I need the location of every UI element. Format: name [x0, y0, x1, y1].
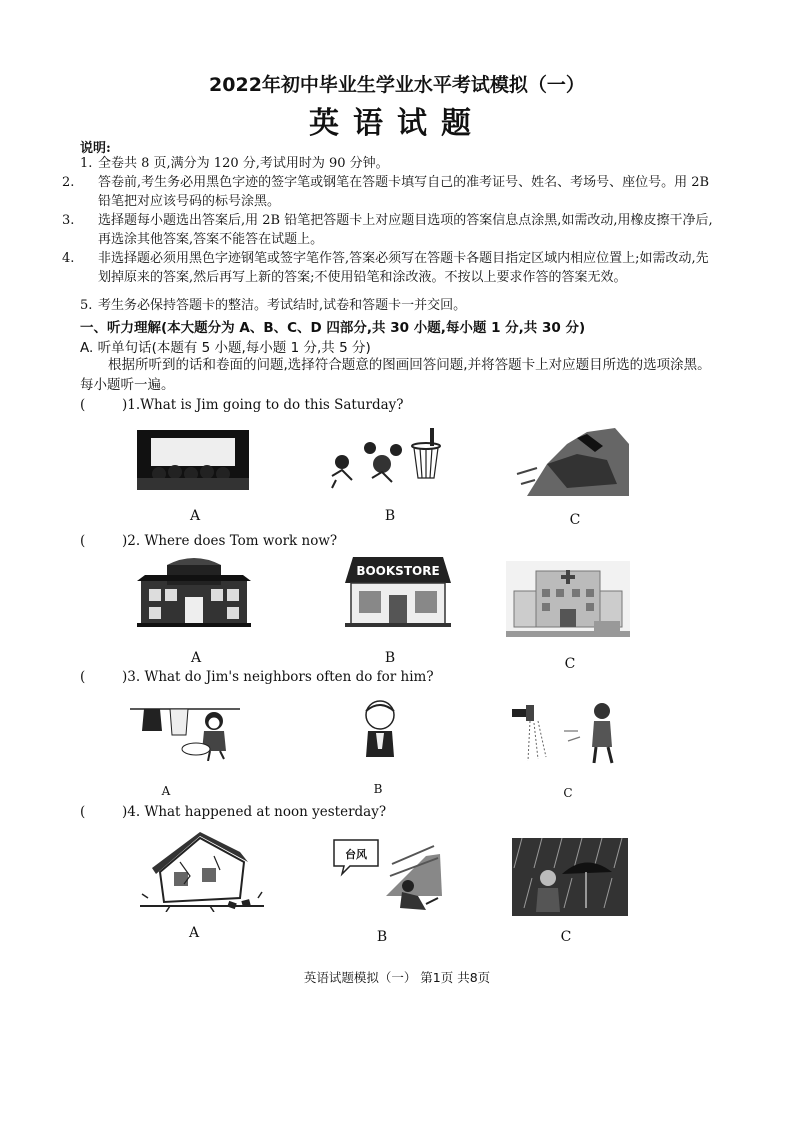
option-label: A — [188, 925, 200, 941]
cinema-image[interactable] — [137, 430, 249, 490]
notes-heading: 说明: — [80, 141, 111, 156]
question-2: ( )2. Where does Tom work now? — [80, 533, 338, 549]
option-label: B — [376, 929, 388, 945]
part-a-title: A. 听单句话(本题有 5 小题,每小题 1 分,共 5 分) — [80, 340, 371, 356]
watering-plants-image[interactable] — [508, 701, 624, 767]
rainstorm-image[interactable] — [512, 838, 628, 916]
option-label: C — [563, 786, 573, 800]
option-label: A — [190, 650, 202, 666]
option-label: B — [373, 782, 383, 796]
note-item: 5. 考生务必保持答题卡的整洁。考试结时,试卷和答题卡一并交回。 — [80, 298, 467, 313]
option-label: C — [560, 929, 572, 945]
subject-title: 英语试题 — [309, 106, 485, 141]
note-item: 1. 全卷共 8 页,满分为 120 分,考试用时为 90 分钟。 — [80, 156, 389, 171]
bookstore-image[interactable] — [345, 557, 451, 627]
hospital-image[interactable] — [506, 561, 630, 637]
climbing-image[interactable] — [507, 424, 629, 496]
option-label: B — [384, 508, 396, 524]
section-title: 一、听力理解(本大题分为 A、B、C、D 四部分,共 30 小题,每小题 1 分,共 30 分) — [80, 320, 586, 336]
basketball-image[interactable] — [322, 428, 444, 492]
question-1: ( )1.What is Jim going to do this Saturday? — [80, 397, 404, 413]
question-4: ( )4. What happened at noon yesterday? — [80, 804, 387, 820]
note-item: 2. 答卷前,考生务必用黑色字迹的签字笔或钢笔在答题卡填写自己的准考证号、姓名、考场号、座位号。用 2B 铅笔把对应该号码的标号涂黑。 — [62, 175, 710, 209]
page-footer: 英语试题模拟（一） 第1页 共8页 — [303, 970, 491, 985]
typhoon-image[interactable] — [330, 836, 448, 914]
washing-clothes-image[interactable] — [130, 701, 240, 761]
instruction: 根据所听到的话和卷面的问题,选择符合题意的图画回答问题,并将答题卡上对应题目所选的选项涂黑。每小题听一遍。 — [80, 357, 711, 393]
haircut-image[interactable] — [354, 697, 410, 763]
school-building-image[interactable] — [137, 557, 251, 627]
option-label: C — [569, 512, 581, 528]
typhoon-sign-text: 台风 — [345, 848, 367, 861]
option-label: B — [384, 650, 396, 666]
option-label: A — [161, 784, 171, 798]
note-item: 4. 非选择题必须用黑色字迹钢笔或签字笔作答,答案必须写在答题卡各题目指定区域内相应位置上;如需改动,先划掉原来的答案,然后再写上新的答案;不使用铅笔和涂改液。不按以上要求作答的答案无效。 — [62, 251, 709, 285]
earthquake-image[interactable] — [140, 832, 264, 912]
bookstore-sign-text: BOOKSTORE — [356, 564, 440, 578]
option-label: A — [189, 508, 201, 524]
note-item: 3. 选择题每小题选出答案后,用 2B 铅笔把答题卡上对应题目选项的答案信息点涂黑,如需改动,用橡皮擦干净后,再选涂其他答案,答案不能答在试题上。 — [62, 213, 713, 247]
option-label: C — [564, 656, 576, 672]
question-3: ( )3. What do Jim's neighbors often do for him? — [80, 669, 434, 685]
exam-title: 2022年初中毕业生学业水平考试模拟（一） — [209, 74, 585, 96]
